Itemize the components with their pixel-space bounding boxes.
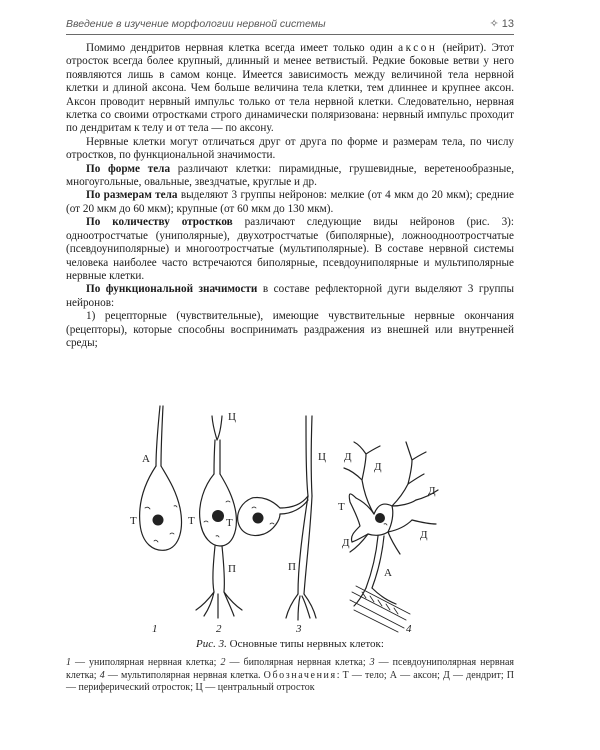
paragraph-function: По функциональной значимости в составе рефлекторной дуги выделяют 3 группы нейронов: xyxy=(66,283,514,309)
paragraph-differences: Нервные клетки могут отличаться друг от друга по форме и размерам тела, по числу отростков, по функциональной значимости. xyxy=(66,135,514,162)
label-axon-1: А xyxy=(142,453,150,465)
nucleus-pseudounipolar xyxy=(253,513,264,524)
neuron-pseudounipolar xyxy=(238,416,316,620)
label-central-3: Ц xyxy=(318,451,326,463)
term-axon: аксон xyxy=(398,42,438,54)
paragraph-process-count: По количеству отростков различают следующие виды нейронов (рис. 3): одноотростчатые (униполярные), двухотростчатые (биполярные), ложноодноотростчатые (псевдоуниполярные) и многоотростчатые (мультиполярные). В составе нервной системы человека наиболее часто встречаются биполярные, псевдоуниполярные и мультиполярные нервные клетки. xyxy=(66,216,514,282)
list-item-receptor: 1) рецепторные (чувствительные), имеющие чувствительные нервные окончания (рецепторы), которые способны воспринимать раздражения из внешней или внутренней среды; xyxy=(66,310,514,349)
label-axon-4: А xyxy=(384,567,392,579)
figure-number-4: 4 xyxy=(406,623,412,635)
heading-function: По функциональной значимости xyxy=(86,283,258,296)
heading-process-count: По количеству отростков xyxy=(86,216,233,229)
neuron-unipolar xyxy=(140,406,182,550)
nucleus-multipolar xyxy=(375,513,385,523)
label-central-2: Ц xyxy=(228,411,236,423)
label-body-1: Т xyxy=(130,515,137,527)
running-title: Введение в изучение морфологии нервной системы xyxy=(66,18,326,30)
label-peripheral-2: П xyxy=(228,563,236,575)
figure-number-3: 3 xyxy=(296,623,302,635)
heading-body-shape: По форме тела xyxy=(86,162,171,175)
label-dendrite-4e: Д xyxy=(342,537,350,549)
figure-number-1: 1 xyxy=(152,623,158,635)
label-body-3: Т xyxy=(226,517,233,529)
label-dendrite-4c: Д xyxy=(428,485,436,497)
label-dendrite-4d: Д xyxy=(420,529,428,541)
nucleus-bipolar xyxy=(212,510,224,522)
nucleus-unipolar xyxy=(153,515,164,526)
figure-neuron-types xyxy=(66,396,514,638)
neuron-illustration xyxy=(66,396,514,638)
body-text xyxy=(66,42,514,350)
paragraph-body-size: По размерам тела выделяют 3 группы нейронов: мелкие (от 4 мкм до 20 мкм); средние (от 20 мкм до 60 мкм); крупные (от 60 мкм до 130 мкм). xyxy=(66,189,515,215)
label-body-2: Т xyxy=(188,515,195,527)
label-dendrite-4a: Д xyxy=(344,451,352,463)
figure-caption-legend: 1 — униполярная нервная клетка; 2 — биполярная нервная клетка; 3 — псевдоуниполярная нервная клетка; 4 — мультиполярная нервная клетка. Обозначения: Т — тело; А — аксон; Д — дендрит; П — периферический отросток; Ц — центральный отросток xyxy=(66,657,515,694)
page-number: ✧ 13 xyxy=(489,18,514,30)
paragraph-axon: Помимо дендритов нервная клетка всегда имеет только один аксон (нейрит). Этот отросток всегда более крупный, длинный и менее ветвистый. Редкие боковые ветви у него появляются лишь в самом конце. Имеется зависимость между величиной тела нервной клетки и длиной аксона. Чем больше величина тела клетки, тем длиннее и крупнее аксон. Аксон проводит нервный импульс только от тела нервной клетки. Следовательно, нервная клетка со своими отростками строго динамически поляризована: нервный импульс проходит по дендритам к телу и от тела — по аксону. xyxy=(66,42,514,135)
figure-caption-title: Рис. 3. Основные типы нервных клеток: xyxy=(196,638,384,650)
label-body-4: Т xyxy=(338,501,345,513)
heading-body-size: По размерам тела xyxy=(86,189,178,202)
label-peripheral-3: П xyxy=(288,561,296,573)
label-dendrite-4b: Д xyxy=(374,461,382,473)
paragraph-body-shape: По форме тела различают клетки: пирамидные, грушевидные, веретенообразные, многоугольные, овальные, звездчатые, круглые и др. xyxy=(66,162,514,189)
page-header xyxy=(66,12,514,35)
figure-number-2: 2 xyxy=(216,623,222,635)
figure-ref: Рис. 3. xyxy=(196,638,227,650)
legend-label: Обозначения xyxy=(263,669,337,681)
